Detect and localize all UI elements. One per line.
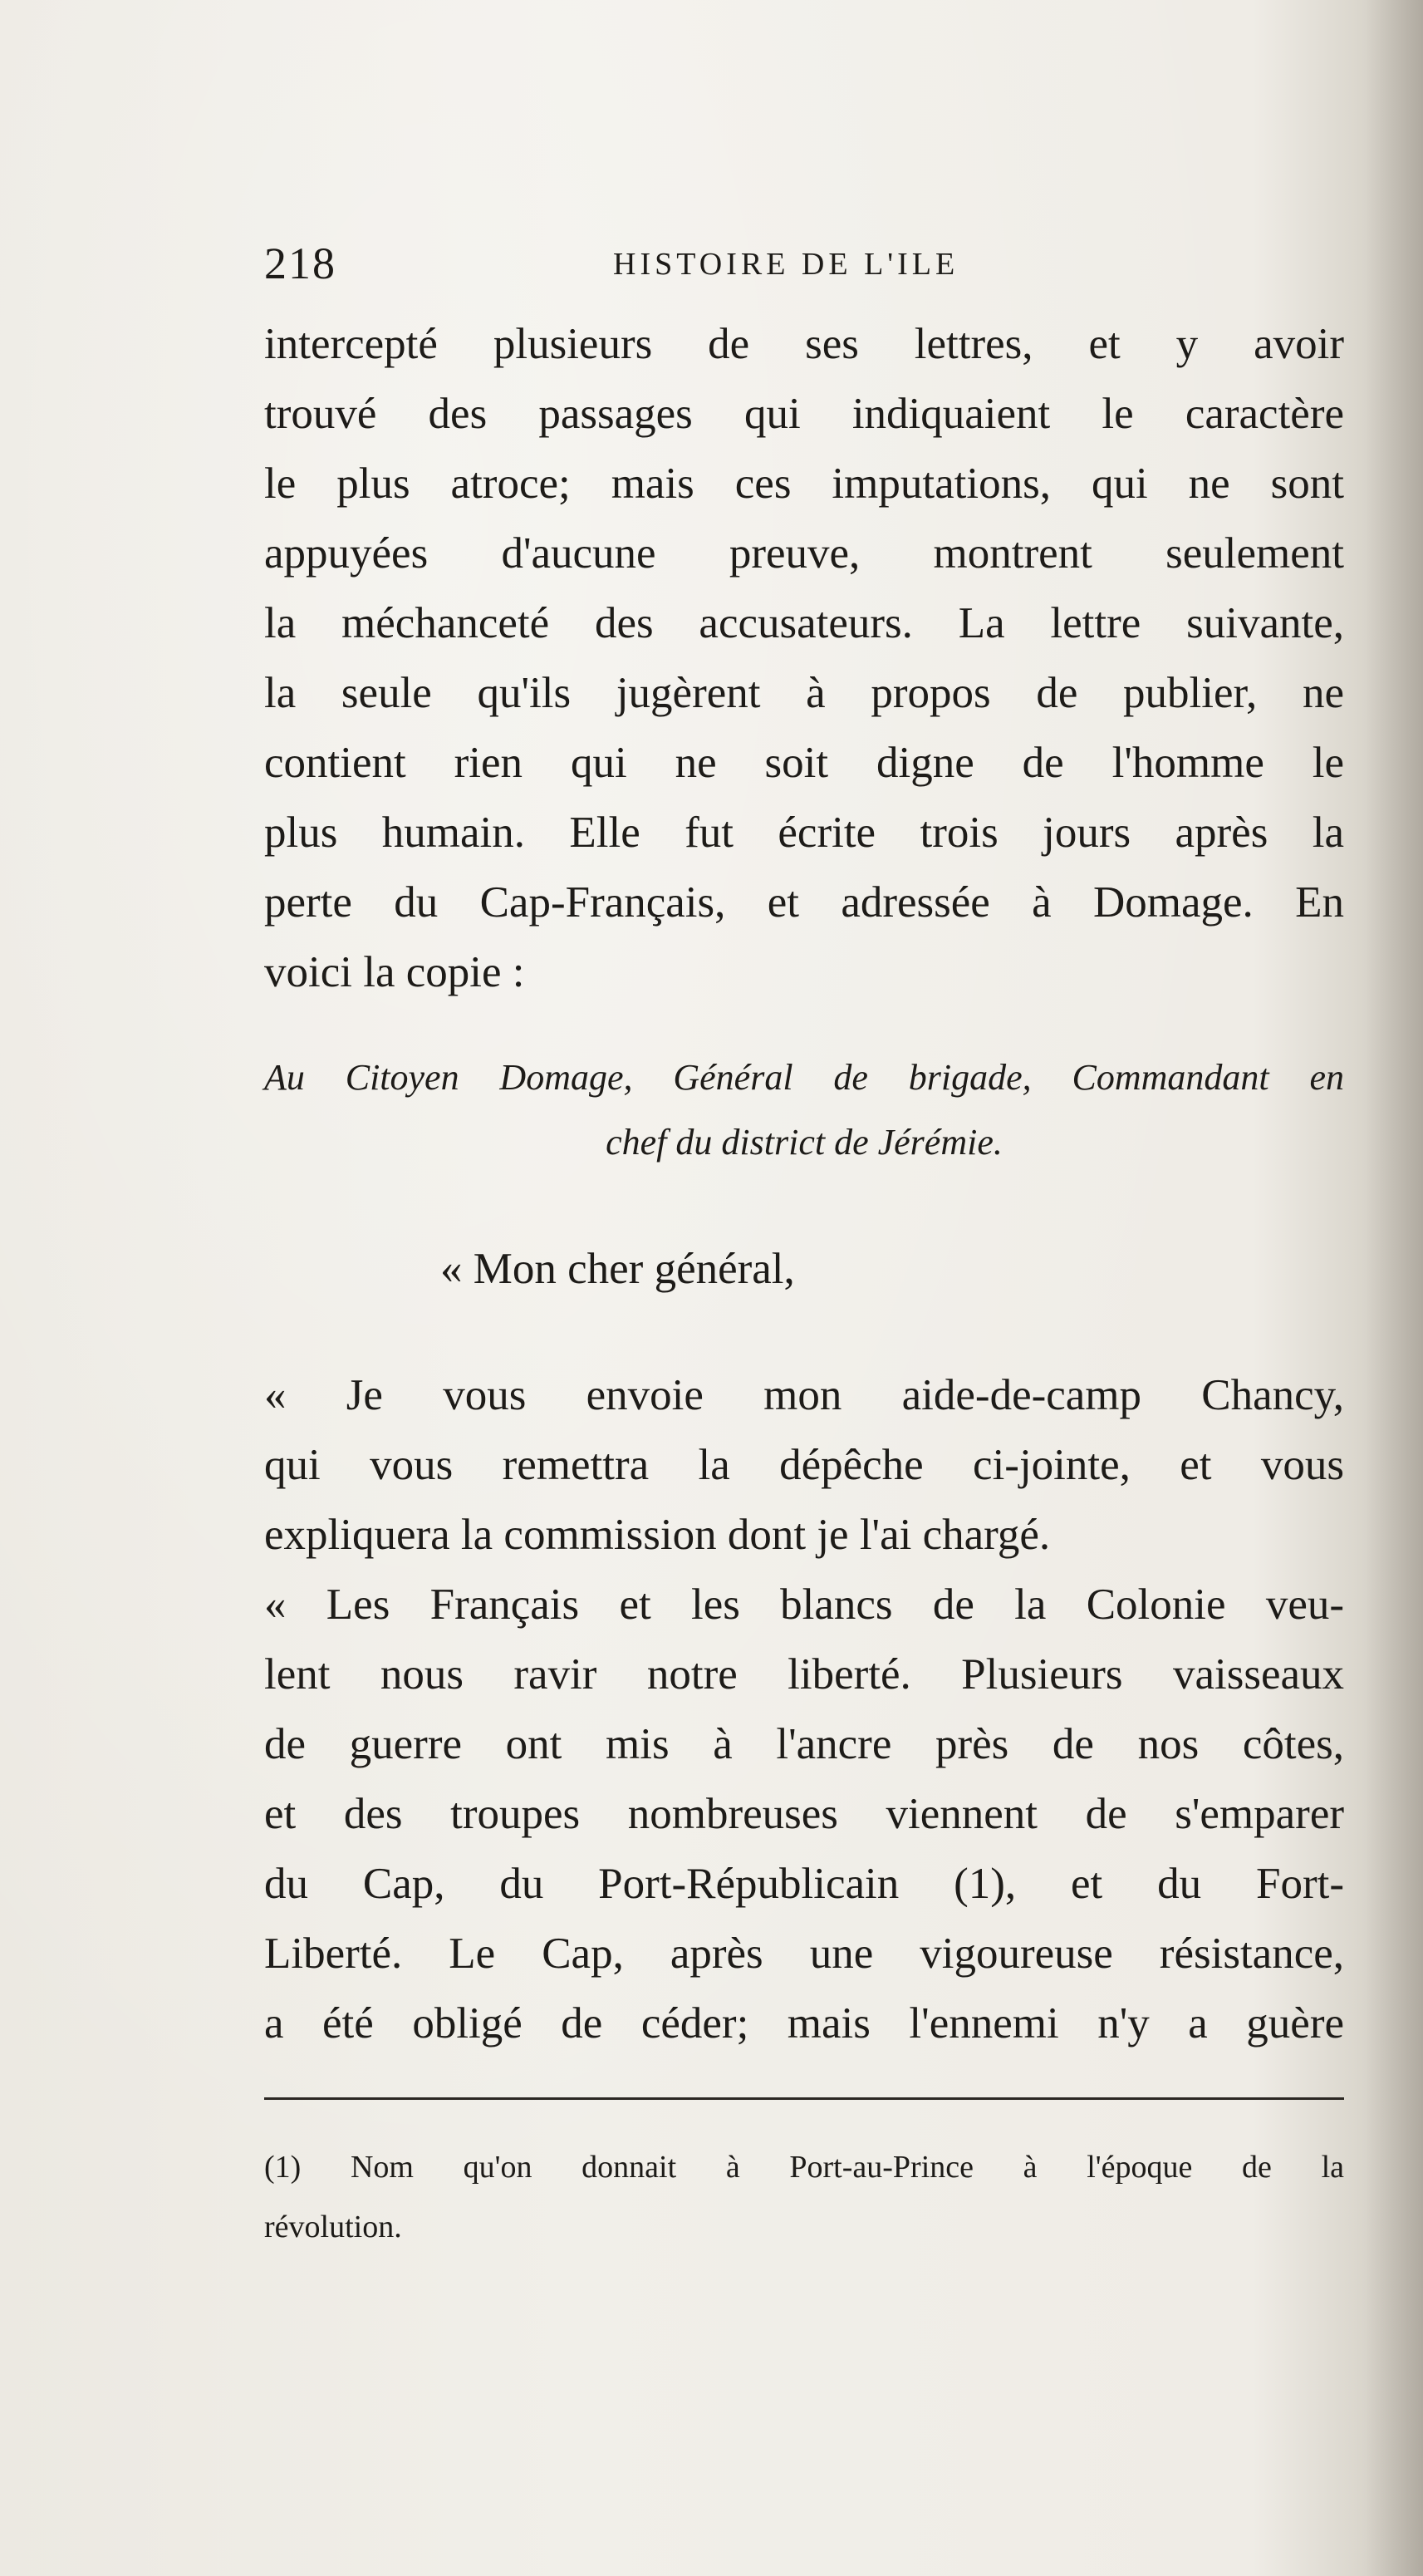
body-line: contient rien qui ne soit digne de l'homme le	[264, 739, 1344, 787]
body-line: trouvé des passages qui indiquaient le caractère	[264, 390, 1344, 438]
letter-line: lent nous ravir notre liberté. Plusieurs vaisseaux	[264, 1650, 1344, 1698]
letter-line: Liberté. Le Cap, après une vigoureuse résistance,	[264, 1930, 1344, 1978]
page-number: 218	[264, 238, 336, 288]
body-line: perte du Cap-Français, et adressée à Domage. En	[264, 878, 1344, 927]
body-line: le plus atroce; mais ces imputations, qui ne sont	[264, 460, 1344, 508]
footnote	[264, 2137, 1344, 2257]
footnote-line: (1) Nom qu'on donnait à Port-au-Prince à l'époque de la	[264, 2150, 1344, 2185]
body-line: la seule qu'ils jugèrent à propos de publier, ne	[264, 669, 1344, 717]
letter-line: de guerre ont mis à l'ancre près de nos côtes,	[264, 1720, 1344, 1768]
body-line: appuyées d'aucune preuve, montrent seulement	[264, 529, 1344, 578]
letter-line: « Les Français et les blancs de la Colonie veu-	[264, 1581, 1344, 1629]
letter-body	[264, 1360, 1344, 2058]
page-header	[264, 238, 1344, 296]
body-line: intercepté plusieurs de ses lettres, et y avoir	[264, 320, 1344, 368]
address-line-2: chef du district de Jérémie.	[606, 1122, 1003, 1163]
letter-line: « Je vous envoie mon aide-de-camp Chancy,	[264, 1371, 1344, 1419]
body-line: plus humain. Elle fut écrite trois jours après la	[264, 809, 1344, 857]
letter-address	[264, 1045, 1344, 1175]
letter-line: a été obligé de céder; mais l'ennemi n'y a guère	[264, 1999, 1344, 2048]
footnote-line: révolution.	[264, 2210, 402, 2244]
address-line-1: Au Citoyen Domage, Général de brigade, Commandant en	[264, 1057, 1344, 1098]
footnote-rule	[264, 2097, 1344, 2100]
letter-line: du Cap, du Port-Républicain (1), et du Fort-	[264, 1860, 1344, 1908]
body-line: voici la copie :	[264, 948, 525, 996]
letter-salutation: « Mon cher général,	[440, 1245, 795, 1293]
letter-line: et des troupes nombreuses viennent de s'emparer	[264, 1790, 1344, 1838]
body-paragraph	[264, 309, 1344, 1007]
letter-line: expliquera la commission dont je l'ai chargé.	[264, 1511, 1051, 1559]
page-edge-shadow	[1365, 0, 1423, 2576]
body-line: la méchanceté des accusateurs. La lettre suivante,	[264, 599, 1344, 647]
letter-line: qui vous remettra la dépêche ci-jointe, et vous	[264, 1441, 1344, 1489]
running-head: HISTOIRE DE L'ILE	[613, 247, 959, 282]
